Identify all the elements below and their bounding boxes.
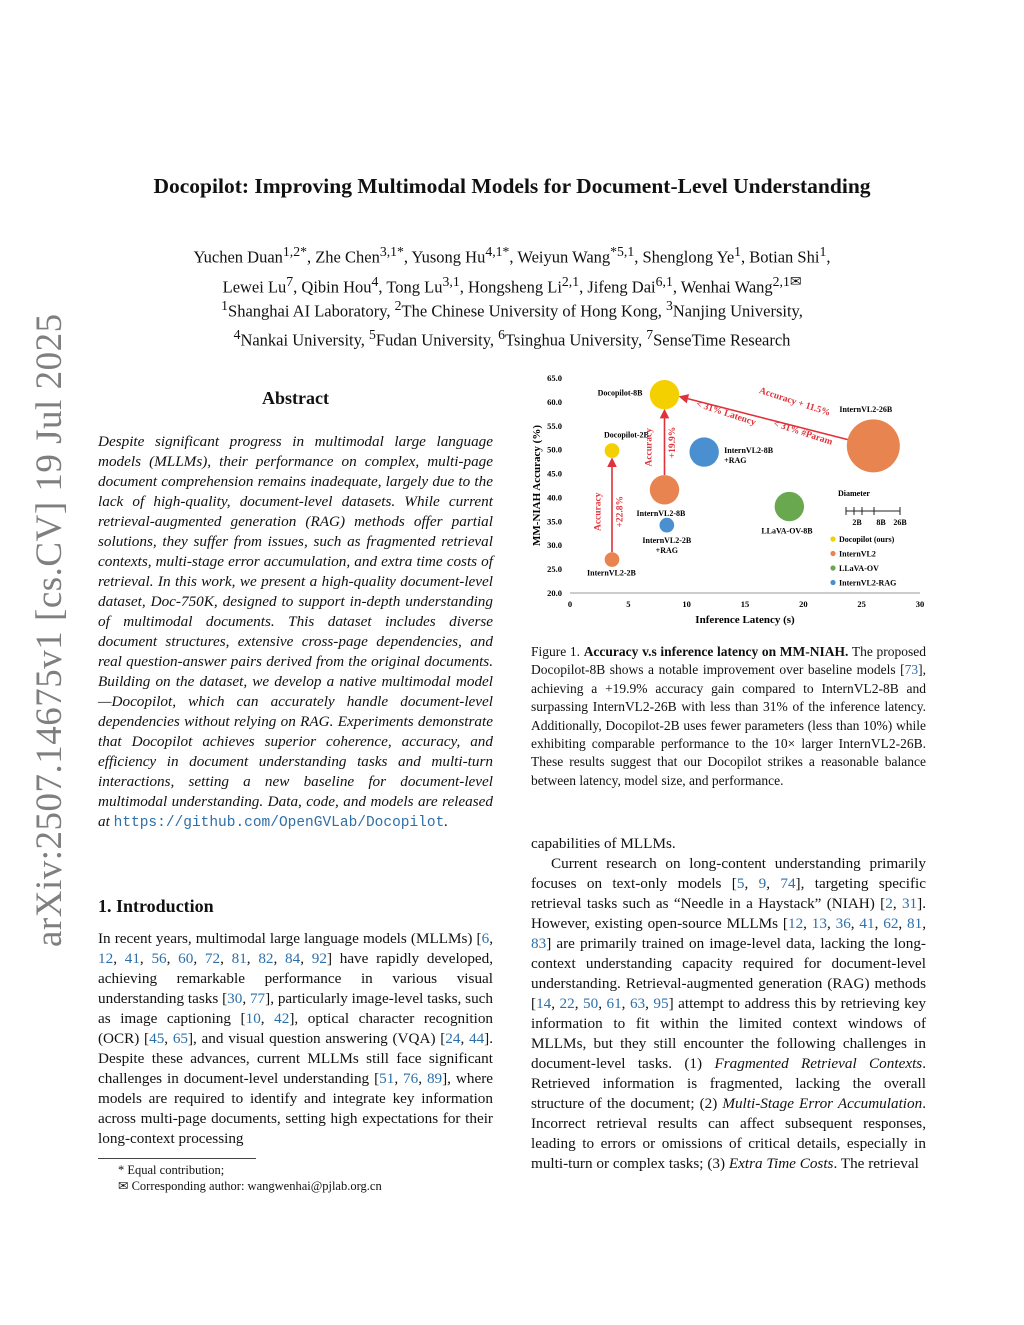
label-internvl2-2b-rag: InternVL2-2B +RAG [642, 536, 692, 556]
citation-link[interactable]: 83 [531, 935, 547, 952]
author-affiliation-mark: 3,1 [442, 273, 460, 289]
footnote-corresponding: ✉ Corresponding author: wangwenhai@pjlab.org.cn [118, 1179, 382, 1193]
footnote-equal: * Equal contribution; [118, 1163, 225, 1177]
abstract-text [98, 432, 493, 833]
citation-link[interactable]: 95 [653, 995, 669, 1012]
annotation-accuracy-8b: Accuracy [644, 428, 655, 467]
author-name: Botian Shi [749, 247, 820, 267]
author-affiliation-mark: 3,1* [379, 244, 404, 259]
bubble-internvl2-8b-rag [689, 437, 718, 466]
paragraph-current-research: Current research on long-content understanding primarily focuses on text-only models [5, 9, 74], targeting specific retrieval tasks such as “Needle in a Haystack” (NIAH) [2, 31]. However, existing open-source MLLMs [12, 13, 36, 41, 62, 81, 83] are primarily trained on image-level data, lacking the long-context understanding capacity required for document-level understanding. Retrieval-augmented generation (RAG) methods [14, 22, 50, 61, 63, 95] attempt to address this by retrieving key information to fit within the limited context windows of MLLMs, but they still encounter the following challenges in document-level tasks. (1) Fragmented Retrieval Contexts. Retrieved information is fragmented, lacking the overall structure of the document; (2) Multi-Stage Error Accumulation. Incorrect retrieval results can affect subsequent responses, leading to errors or omissions of critical details, especially in multi-turn or complex tasks; (3) Extra Time Costs. The retrieval [531, 855, 927, 1172]
diameter-legend-label: 26B [893, 518, 907, 527]
citation-link[interactable]: 36 [835, 915, 851, 932]
author-list [0, 240, 1024, 299]
section-heading-introduction: 1. Introduction [98, 896, 214, 916]
author-name: Shenglong Ye [642, 247, 735, 267]
citation-link[interactable]: 56 [151, 950, 167, 967]
x-tick-label: 30 [915, 599, 925, 609]
caption-label: Figure 1. [531, 644, 584, 659]
bubble-internvl2-26b [847, 419, 900, 472]
citation-link[interactable]: 41 [859, 915, 875, 932]
y-tick-label: 25.0 [547, 564, 562, 575]
affiliation-name: Shanghai AI Laboratory [228, 301, 387, 321]
affiliation-line-1: $^1$Shanghai AI Laboratory, $^2$The Chinese University of Hong Kong, $^3$Nanjing University, [221, 298, 803, 321]
citation-link[interactable]: 51 [379, 1070, 395, 1087]
citation-link[interactable]: 45 [149, 1030, 165, 1047]
diameter-legend-label: 2B [852, 518, 862, 527]
github-link[interactable]: https://github.com/OpenGVLab/Docopilot [113, 815, 445, 831]
label-llava-ov-8b: LLaVA-OV-8B [761, 526, 813, 536]
y-tick-label: 30.0 [547, 540, 562, 551]
author-line-1: Yuchen Duan$^{1,2*}$, Zhe Chen$^{3,1*}$, Yusong $Hu^{4,1*}$, Weiyun Wang$^{*5,1}$, Shenglong Ye$^1$, Botian Shi$^1$, [193, 244, 831, 267]
author-name: Zhe Chen [315, 247, 380, 267]
citation-link[interactable]: 41 [124, 950, 140, 967]
citation-link[interactable]: 81 [907, 915, 923, 932]
abstract-heading: Abstract [262, 388, 329, 408]
author-name: Lewei Lu [222, 277, 287, 296]
citation-link[interactable]: 2 [885, 895, 893, 912]
affiliation-mark: 5 [369, 326, 376, 342]
affiliation-line-2: $^4$Nankai University, $^5$Fudan University, $^6$Tsinghua University, $^7$SenseTime Research [233, 326, 791, 349]
legend-marker [830, 580, 835, 585]
citation-link[interactable]: 12 [98, 950, 114, 967]
y-tick-label: 40.0 [547, 492, 562, 503]
citation-link[interactable]: 10 [245, 1010, 261, 1027]
affiliations [0, 294, 1024, 351]
author-name: Qibin Hou [301, 277, 372, 296]
author-name: Yuchen Duan [193, 247, 283, 267]
legend-marker [830, 551, 835, 556]
citation-link[interactable]: 12 [787, 915, 804, 932]
citation-link[interactable]: 65 [172, 1030, 188, 1047]
y-axis-title: MM-NIAH Accuracy (%) [531, 425, 543, 546]
affiliation-name: Tsinghua University [505, 330, 638, 349]
annotation-accuracy-26b: Accuracy + 11.5% [757, 386, 832, 419]
citation-link[interactable]: 89 [426, 1070, 443, 1087]
author-affiliation-mark: 1 [819, 244, 827, 259]
citation-link[interactable]: 76 [403, 1070, 419, 1087]
label-docopilot-8b: Docopilot-8B [597, 388, 643, 398]
citation-link[interactable]: 30 [227, 990, 243, 1007]
citation-link[interactable]: 6 [481, 930, 490, 947]
author-name: Jifeng Dai [587, 277, 656, 296]
bubble-internvl2-2b-rag [659, 518, 674, 533]
footnotes [98, 1162, 493, 1194]
legend-label: LLaVA-OV [839, 564, 879, 573]
author-affiliation-mark: 1 [734, 244, 742, 259]
affiliation-mark: 1 [221, 298, 229, 313]
author-name: Tong Lu [386, 277, 443, 296]
legend-marker [830, 565, 835, 570]
legend-marker [830, 536, 835, 541]
citation-link[interactable]: 9 [758, 875, 767, 892]
affiliation-name: The Chinese University of Hong Kong [401, 301, 658, 321]
affiliation-mark: 4 [233, 326, 241, 342]
x-tick-label: 0 [567, 599, 573, 609]
abstract-end: . [444, 813, 449, 830]
citation-link[interactable]: 62 [883, 915, 899, 932]
legend-label: InternVL2 [839, 549, 876, 559]
annotation-accuracy-2b: Accuracy [593, 492, 604, 532]
citation-link[interactable]: 5 [736, 875, 745, 892]
citation-link[interactable]: 77 [249, 990, 266, 1007]
citation-link[interactable]: 92 [311, 950, 327, 967]
diameter-legend-label: 8B [876, 518, 886, 527]
author-affiliation-mark: 6,1 [655, 273, 673, 289]
figure-1-chart [528, 370, 928, 635]
bubble-internvl2-8b [650, 475, 679, 504]
citation-link[interactable]: 14 [536, 995, 552, 1012]
footnote-divider [98, 1158, 256, 1159]
author-affiliation-mark: 7 [286, 273, 294, 289]
citation-link[interactable]: 74 [780, 875, 796, 892]
y-tick-label: 35.0 [547, 516, 562, 527]
annotation-latency: < 31% Latency [694, 399, 757, 429]
author-affiliation-mark: 1,2* [282, 244, 307, 259]
x-tick-label: 25 [857, 599, 866, 609]
label-docopilot-2b: Docopilot-2B [604, 430, 649, 440]
author-name: Yusong Hu [411, 247, 486, 267]
diameter-legend-title: Diameter [838, 489, 870, 498]
paper-title: Docopilot: Improving Multimodal Models for Document-Level Understanding [153, 174, 871, 198]
italic-term: Multi-Stage Error Accumulation [722, 1095, 923, 1112]
author-affiliation-mark: 2,1 [561, 273, 580, 289]
bubble-internvl2-2b [605, 552, 620, 567]
author-affiliation-mark: 4 [371, 273, 379, 289]
annotation-gain-8b: +19.9% [668, 426, 678, 459]
affiliation-name: SenseTime Research [653, 330, 791, 349]
citation-link[interactable]: 13 [811, 915, 827, 932]
author-affiliation-mark: 2,1✉ [772, 273, 802, 289]
affiliation-mark: 6 [498, 326, 506, 342]
y-tick-label: 60.0 [547, 396, 562, 407]
italic-term: Extra Time Costs [728, 1155, 834, 1172]
affiliation-mark: 2 [394, 298, 402, 313]
arxiv-identifier: arXiv:2507.14675v1 [cs.CV] 19 Jul 2025 [29, 313, 70, 947]
citation-link[interactable]: 24 [445, 1030, 461, 1047]
bubble-docopilot-8b [650, 380, 679, 409]
citation-link[interactable]: 82 [258, 950, 274, 967]
citation-link[interactable]: 44 [468, 1030, 485, 1047]
continued-line: capabilities of MLLMs. [531, 835, 676, 852]
citation-link[interactable]: 22 [559, 995, 575, 1012]
x-tick-label: 10 [682, 599, 691, 609]
y-tick-label: 50.0 [547, 444, 562, 455]
legend-label: Docopilot (ours) [839, 535, 895, 544]
introduction-text: In recent years, multimodal large language models (MLLMs) [6, 12, 41, 56, 60, 72, 81, 82, 84, 92] have rapidly developed, achieving remarkable performance in various visual understanding tasks [30, 77], particularly image-level tasks, such as image captioning [10, 42], optical character recognition (OCR) [45, 65], and visual question answering (VQA) [24, 44]. Despite these advances, current MLLMs still face significant challenges in document-level understanding [51, 76, 89], where models are required to identify and integrate key information across multi-page documents, setting high expectations for their long-context processing [98, 930, 494, 1147]
scatter-chart [528, 370, 928, 630]
annotation-params: < 31% #Param [772, 419, 834, 448]
annotation-gain-2b: +22.8% [615, 496, 626, 528]
author-line-2: Lewei Lu$^7$, Qibin Hou$^4$, Tong Lu$^{3,1}$, Hongsheng Li$^{2,1}$, Jifeng Dai$^{6,1}$, Wenhai Wang$^{2,1✉}$ [222, 273, 802, 296]
y-tick-label: 55.0 [547, 420, 562, 431]
affiliation-mark: 3 [665, 298, 673, 313]
author-affiliation-mark: 4,1* [485, 244, 510, 259]
label-internvl2-2b: InternVL2-2B [587, 568, 636, 578]
author-affiliation-mark: *5,1 [610, 244, 635, 259]
author-name: Wenhai Wang [680, 277, 773, 296]
italic-term: Fragmented Retrieval Contexts [714, 1055, 923, 1072]
caption-title: Accuracy v.s inference latency on MM-NIAH. [583, 644, 849, 659]
author-name: Weiyun Wang [517, 247, 611, 267]
affiliation-name: Fudan University [375, 330, 490, 349]
citation-link[interactable]: 61 [606, 995, 622, 1012]
y-tick-label: 45.0 [547, 468, 562, 479]
right-column-text [531, 834, 926, 1174]
label-internvl2-8b-rag: InternVL2-8B +RAG [724, 446, 774, 466]
x-tick-label: 5 [626, 599, 631, 609]
bubble-llava-ov-8b [775, 492, 804, 521]
label-internvl2-8b: InternVL2-8B [636, 508, 686, 518]
citation-link[interactable]: 42 [274, 1010, 290, 1027]
author-name: Hongsheng Li [467, 277, 562, 296]
label-internvl2-26b: InternVL2-26B [839, 404, 893, 414]
affiliation-name: Nankai University [240, 330, 361, 349]
y-tick-label: 20.0 [547, 588, 562, 598]
citation-link[interactable]: 84 [285, 950, 301, 967]
figure-1-caption: Figure 1. Accuracy v.s inference latency on MM-NIAH. The proposed Docopilot-8B shows a notable improvement over baseline models [73], achieving a +19.9% accuracy gain compared to InternVL2-8B and surpassing InternVL2-26B with less than 31% of the inference latency. Additionally, Docopilot-2B uses fewer parameters (less than 10%) while exhibiting comparable performance to the 10× larger InternVL2-26B. These results suggest that our Docopilot strikes a reasonable balance between latency, model size, and performance. [531, 644, 926, 788]
affiliation-name: Nanjing University [672, 301, 799, 321]
citation-link[interactable]: 50 [583, 995, 599, 1012]
citation-link[interactable]: 73 [904, 662, 919, 678]
x-axis-title: Inference Latency (s) [695, 614, 795, 626]
abstract-body: Despite significant progress in multimodal large language models (MLLMs), their performance on complex, multi-page document comprehension remains inadequate, largely due to the lack of high-quality, document-level datasets. While current retrieval-augmented generation (RAG) methods offer partial solutions, they suffer from issues, such as fragmented retrieval contexts, multi-stage error accumulation, and extra time costs of retrieval. In this work, we present a high-quality document-level dataset, Doc-750K, designed to support in-depth understanding of multimodal documents. This dataset includes diverse document structures, extensive cross-page dependencies, and real question-answer pairs derived from the original documents. Building on the dataset, we develop a native multimodal model—Docopilot, which can accurately handle document-level dependencies without relying on RAG. Experiments demonstrate that Docopilot achieves superior coherence, accuracy, and efficiency in document understanding tasks and multi-turn interactions, setting a new baseline for document-level multimodal understanding. Data, code, and models are released at [98, 433, 493, 830]
x-tick-label: 15 [740, 599, 750, 609]
citation-link[interactable]: 31 [901, 895, 918, 912]
citation-link[interactable]: 81 [231, 950, 247, 967]
citation-link[interactable]: 60 [178, 950, 194, 967]
legend-label: InternVL2-RAG [839, 578, 897, 588]
affiliation-mark: 7 [646, 326, 654, 342]
x-tick-label: 20 [799, 599, 808, 609]
y-tick-label: 65.0 [547, 373, 562, 383]
bubble-docopilot-2b [605, 443, 620, 458]
citation-link[interactable]: 63 [629, 995, 646, 1012]
citation-link[interactable]: 72 [204, 950, 221, 967]
